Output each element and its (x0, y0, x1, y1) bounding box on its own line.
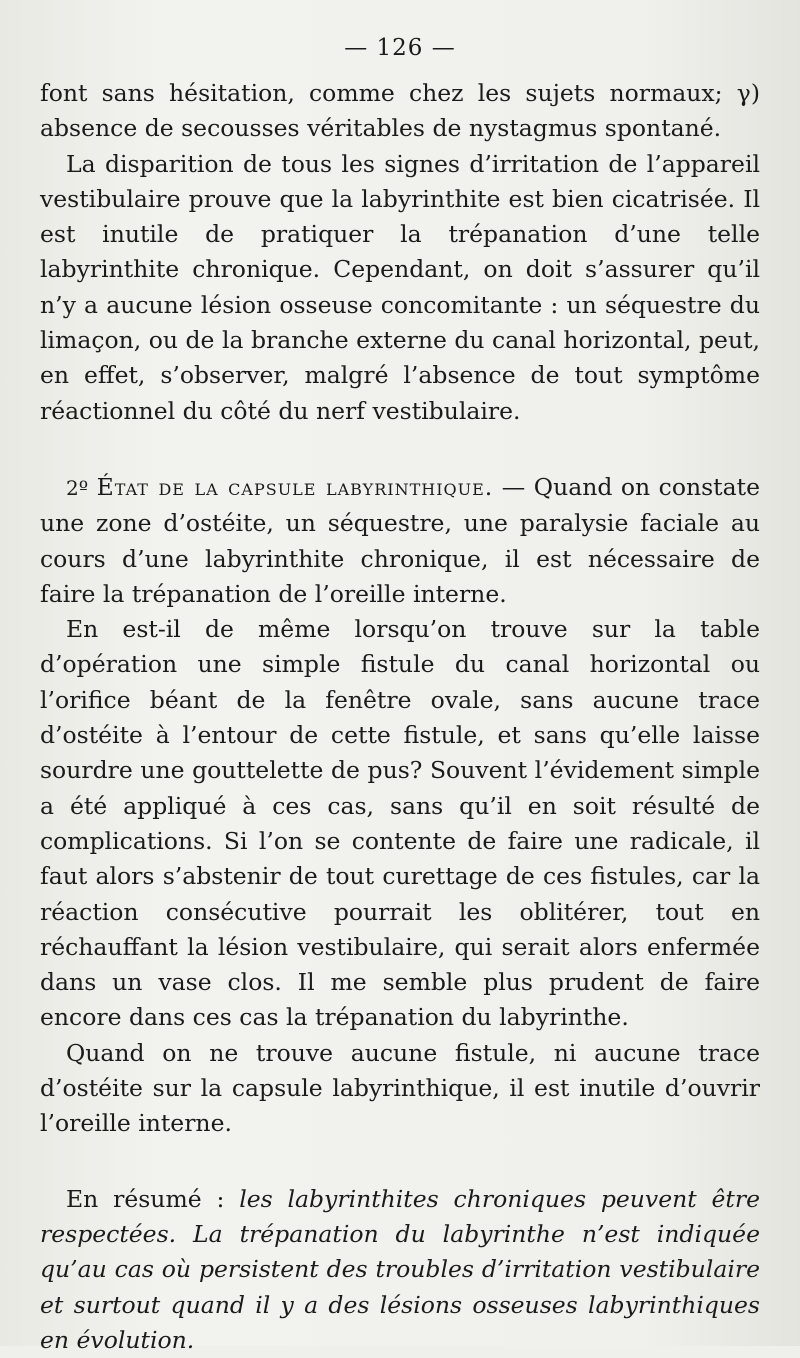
paragraph-continuation: font sans hésitation, comme chez les sujets normaux; γ) absence de secousses véritables de nystagmus spontané. (40, 79, 760, 143)
summary-lead: En résumé : (66, 1184, 240, 1213)
section-heading: État de la capsule labyrinthique. (96, 472, 494, 501)
paragraph-summary (40, 1182, 760, 1358)
section-number: 2º (66, 475, 89, 500)
page-number: — 126 — (344, 35, 456, 61)
section-text: Quand on constate une zone d’ostéite, un séquestre, une paralysie faciale au cours d’une labyrinthite chronique, il est nécessaire de faire la trépanation de l’oreille interne. (40, 472, 760, 608)
paragraph-fistule: En est-il de même lorsqu’on trouve sur la table d’opération une simple fistule du canal horizontal ou l’orifice béant de la fenêtre ovale, sans aucune trace d’ostéite à l’entour de cette fistule, et sans qu’elle laisse sourdre une gouttelette de pus? Souvent l’évidement simple a été appliqué à ces cas, sans qu’il en soit résulté de complications. Si l’on se contente de faire une radicale, il faut alors s’abstenir de tout curettage de ces fistules, car la réaction consécutive pourrait les oblitérer, tout en réchauffant la lésion vestibulaire, qui serait alors enfermée dans un vase clos. Il me semble plus prudent de faire encore dans ces cas la trépanation du labyrinthe. (40, 615, 760, 1032)
paragraph-cicatrisation: La disparition de tous les signes d’irritation de l’appareil vestibulaire prouve que la labyrinthite est bien cicatrisée. Il est inutile de pratiquer la trépanation d’une telle labyrinthite chronique. Cependant, on doit s’assurer qu’il n’y a aucune lésion osseuse concomitante : un séquestre du limaçon, ou de la branche externe du canal horizontal, peut, en effet, s’observer, malgré l’absence de tout symptôme réactionnel du côté du nerf vestibulaire. (40, 149, 760, 425)
section-dash: — (493, 472, 534, 501)
summary-conclusion: les labyrinthites chroniques peuvent être respectées. La trépanation du labyrinthe n’est indiquée qu’au cas où persistent des troubles d’irritation vestibulaire et surtout quand il y a des lésions osseuses labyrinthiques en évolution. (40, 1184, 760, 1354)
paragraph-no-fistule: Quand on ne trouve aucune fistule, ni aucune trace d’ostéite sur la capsule labyrinthique, il est inutile d’ouvrir l’oreille interne. (40, 1038, 760, 1138)
paragraph-section-2 (40, 470, 760, 612)
